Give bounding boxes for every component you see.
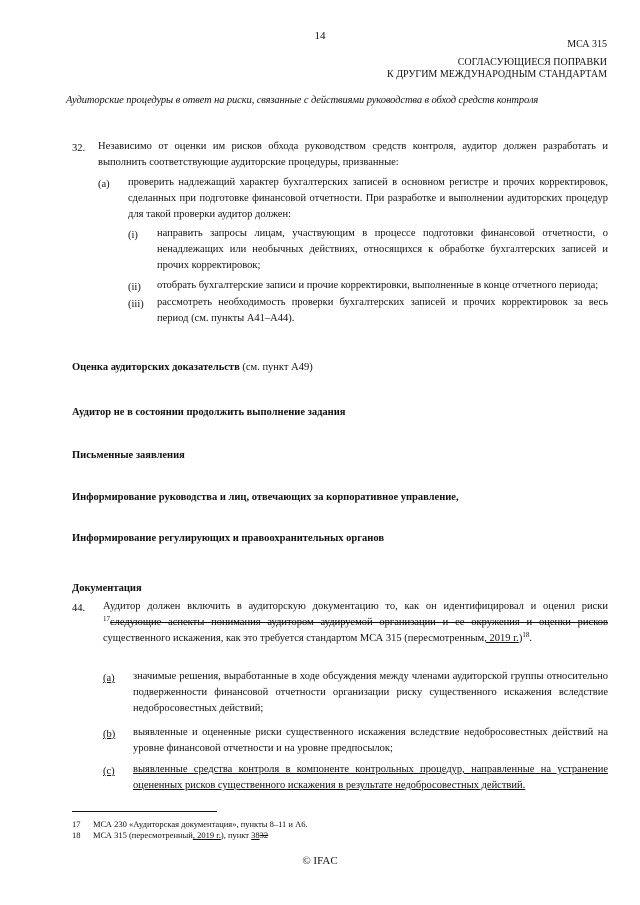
para-32-i-text: направить запросы лицам, участвующим в процессе подготовки финансовой отчетности, о ненадлежащих или необычных действиях, относящихся к обработке бухгалтерских записей и прочих корректировок; bbox=[157, 228, 608, 271]
para-44-text-3: ) bbox=[518, 633, 523, 644]
heading-documentation: Документация bbox=[72, 583, 142, 594]
para-44-a-label: (a) bbox=[103, 673, 115, 684]
footnote-ref-18[interactable]: 18 bbox=[522, 631, 530, 639]
para-32-ii-text: отобрать бухгалтерские записи и прочие корректировки, выполненные в конце отчетного периода; bbox=[157, 280, 599, 291]
para-32-text: Независимо от оценки им рисков обхода руководством средств контроля, аудитор должен разработать и выполнить соответствующие аудиторские процедуры, призванные: bbox=[98, 141, 608, 168]
footnote-ref-17[interactable]: 17 bbox=[103, 615, 110, 623]
para-32-ii-label: (ii) bbox=[128, 282, 141, 293]
para-44-inserted-text: , 2019 г. bbox=[484, 633, 519, 644]
heading-evaluation-ref: (см. пункт A49) bbox=[239, 362, 313, 373]
para-44-b-text: выявленные и оцененные риски существенного искажения вследствие недобросовестных действий на уровне финансовой отчетности и на уровне предпосылок; bbox=[133, 727, 608, 754]
para-44-a-text: значимые решения, выработанные в ходе обсуждения между членами аудиторской группы относительно подверженности финансовой отчетности организации риску существенного искажения вследствие недобросовестных действий; bbox=[133, 671, 608, 714]
footnote-17-number: 17 bbox=[72, 819, 81, 829]
footnote-18-text bbox=[93, 830, 268, 841]
page-number: 14 bbox=[314, 30, 326, 42]
para-44-number: 44. bbox=[72, 603, 86, 614]
para-32-iii-text: рассмотреть необходимость проверки бухгалтерских записей и прочих корректировок за весь период (см. пункты A41–A44). bbox=[157, 297, 608, 324]
para-32-a-text: проверить надлежащий характер бухгалтерских записей в основном регистре и прочих корректировок, сделанных при подготовке финансовой отчетности. При разработке и выполнении аудиторских процедур для такой проверки аудитор должен: bbox=[128, 177, 608, 220]
para-44-text-4: . bbox=[529, 633, 532, 644]
para-32-a-label: (a) bbox=[98, 179, 110, 190]
para-44-text bbox=[103, 599, 608, 647]
running-header bbox=[387, 57, 607, 81]
heading-written-representations: Письменные заявления bbox=[72, 450, 185, 461]
heading-unable-to-continue: Аудитор не в состоянии продолжить выполнение задания bbox=[72, 407, 346, 418]
footnote-18-number: 18 bbox=[72, 830, 81, 840]
para-32-number: 32. bbox=[72, 143, 86, 154]
para-44-b-label: (b) bbox=[103, 729, 116, 740]
heading-communication-management: Информирование руководства и лиц, отвечающих за корпоративное управление, bbox=[72, 492, 459, 503]
heading-evaluation bbox=[72, 362, 313, 373]
para-44-c-text: выявленные средства контроля в компоненте контрольных процедур, направленные на устранение оцененных рисков существенного искажения в результате недобросовестных действий. bbox=[133, 764, 608, 791]
footnote-18-text-1: МСА 315 (пересмотренный bbox=[93, 830, 193, 840]
footnote-18-old-number: 32 bbox=[259, 830, 269, 840]
para-44-deleted-text: следующие аспекты понимания аудитором аудируемой организации и ее окружения и оценки рисков bbox=[110, 617, 608, 628]
heading-communication-regulators: Информирование регулирующих и правоохранительных органов bbox=[72, 533, 385, 544]
para-44-text-1: Аудитор должен включить в аудиторскую документацию то, как он идентифицировал и оценил риски bbox=[103, 601, 608, 612]
header-line-1: СОГЛАСУЮЩИЕСЯ ПОПРАВКИ bbox=[457, 57, 607, 68]
footnote-18-inserted: , 2019 г. bbox=[192, 830, 221, 840]
heading-evaluation-title: Оценка аудиторских доказательств bbox=[72, 362, 240, 373]
header-line-2: К ДРУГИМ МЕЖДУНАРОДНЫМ СТАНДАРТАМ bbox=[387, 69, 607, 80]
para-32-iii-label: (iii) bbox=[128, 299, 144, 310]
standard-code: МСА 315 bbox=[567, 39, 607, 50]
para-44-c-label: (c) bbox=[103, 766, 115, 777]
footnote-rule bbox=[72, 811, 217, 812]
para-44-text-2: существенного искажения, как это требуется стандартом МСА 315 (пересмотренным bbox=[103, 633, 485, 644]
section-subtitle: Аудиторские процедуры в ответ на риски, связанные с действиями руководства в обход средств контроля bbox=[66, 95, 539, 106]
copyright-footer: © IFAC bbox=[302, 855, 338, 867]
para-32-i-label: (i) bbox=[128, 230, 138, 241]
footnote-18-text-2: ), пункт bbox=[220, 830, 252, 840]
footnote-18-new-number: 38 bbox=[251, 830, 260, 840]
footnote-17-text: МСА 230 «Аудиторская документация», пункты 8–11 и A6. bbox=[93, 819, 308, 829]
